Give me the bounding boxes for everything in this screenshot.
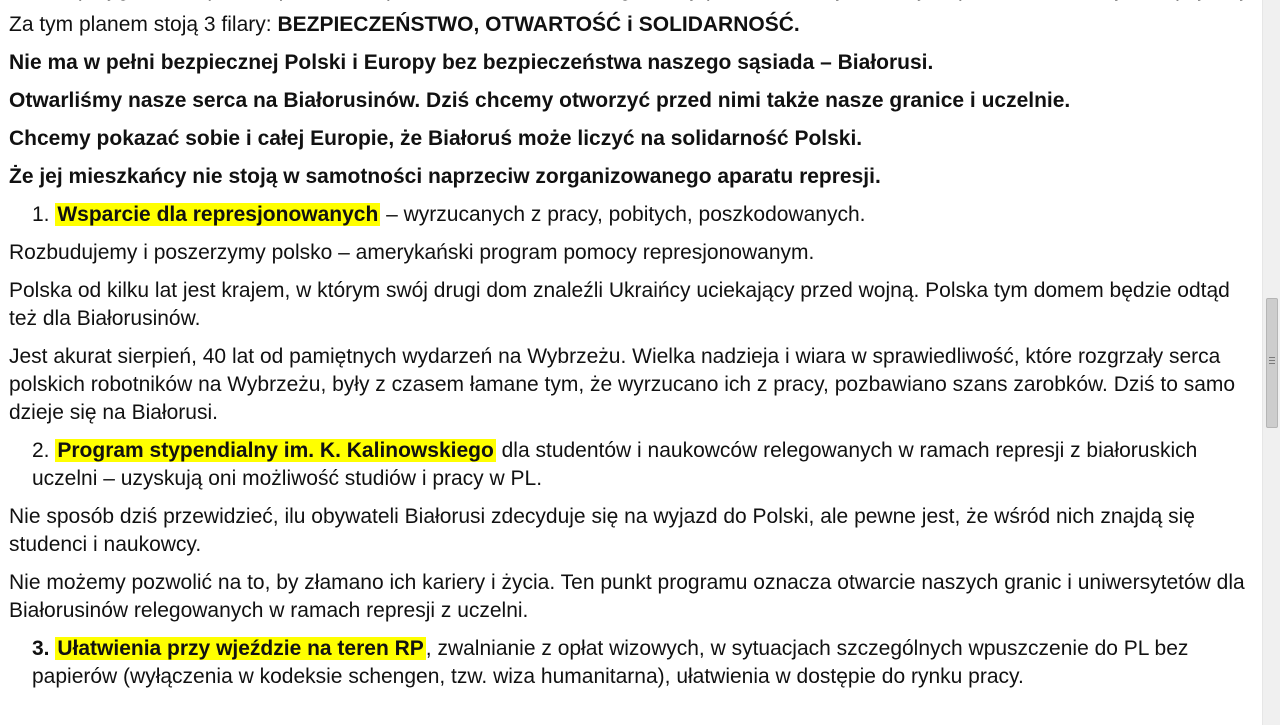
pillars-values: BEZPIECZEŃSTWO, OTWARTOŚĆ i SOLIDARNOŚĆ. <box>277 13 800 36</box>
highlighted-heading: Program stypendialny im. K. Kalinowskiego <box>57 439 494 462</box>
statement-solidarity: Chcemy pokazać sobie i całej Europie, że Białoruś może liczyć na solidarność Polski. <box>9 127 863 150</box>
highlighted-heading: Ułatwienia przy wjeździe na teren RP <box>57 637 424 660</box>
list-number: 1. <box>32 203 50 226</box>
list-item-text: dla studentów i naukowców relegowanych w ramach represji z białoruskich uczelni – uzyskują oni możliwość studiów i pracy w PL. <box>32 439 1198 490</box>
document-body <box>9 0 1249 701</box>
pillars-prefix: Za tym planem stoją 3 filary: <box>9 13 278 36</box>
statement-open-hearts: Otwarliśmy nasze serca na Białorusinów. Dziś chcemy otworzyć przed nimi także nasze granice i uczelnie. <box>9 89 1071 112</box>
statement-security: Nie ma w pełni bezpiecznej Polski i Europy bez bezpieczeństwa naszego sąsiada – Białorusi. <box>9 51 934 74</box>
paragraph: Jest akurat sierpień, 40 lat od pamiętnych wydarzeń na Wybrzeżu. Wielka nadzieja i wiara w sprawiedliwość, które rozgrzały serca polskich robotników na Wybrzeżu, były z czasem łamane tym, że wyrzucano ich z pracy, pozbawiano szans zarobków. Dziś to samo dzieje się na Białorusi. <box>9 345 1236 424</box>
scrollbar-thumb[interactable] <box>1266 298 1278 428</box>
paragraph: Polska od kilku lat jest krajem, w którym swój drugi dom znaleźli Ukraińcy uciekający przed wojną. Polska tym domem będzie odtąd też dla Białorusinów. <box>9 279 1230 330</box>
list-item-text: , zwalnianie z opłat wizowych, w sytuacjach szczególnych wpuszczenie do PL bez papierów (wyłączenia w kodeksie schengen, tzw. wiza humanitarna), ułatwienia w dostępie do rynku pracy. <box>32 637 1189 688</box>
pillars-line <box>9 11 1249 39</box>
partial-text-line <box>9 0 1249 4</box>
grip-icon <box>1269 357 1275 364</box>
highlighted-heading: Wsparcie dla represjonowanych <box>57 203 379 226</box>
list-number: 3. <box>32 637 50 660</box>
list-item-2 <box>9 437 1249 493</box>
paragraph: Nie możemy pozwolić na to, by złamano ich kariery i życia. Ten punkt programu oznacza otwarcie naszych granic i uniwersytetów dla Białorusinów relegowanych w ramach represji z uczelni. <box>9 571 1245 622</box>
list-number: 2. <box>32 439 50 462</box>
paragraph: Nie sposób dziś przewidzieć, ilu obywateli Białorusi zdecyduje się na wyjazd do Polski, ale pewne jest, że wśród nich znajdą się studenci i naukowcy. <box>9 505 1195 556</box>
paragraph: Rozbudujemy i poszerzymy polsko – amerykański program pomocy represjonowanym. <box>9 241 815 264</box>
statement-not-alone: Że jej mieszkańcy nie stoją w samotności naprzeciw zorganizowanego aparatu represji. <box>9 165 881 188</box>
list-item-text: – wyrzucanych z pracy, pobitych, poszkodowanych. <box>380 203 866 226</box>
list-item-3 <box>9 635 1249 691</box>
vertical-scrollbar[interactable] <box>1262 0 1280 725</box>
list-item-1 <box>9 201 1249 229</box>
